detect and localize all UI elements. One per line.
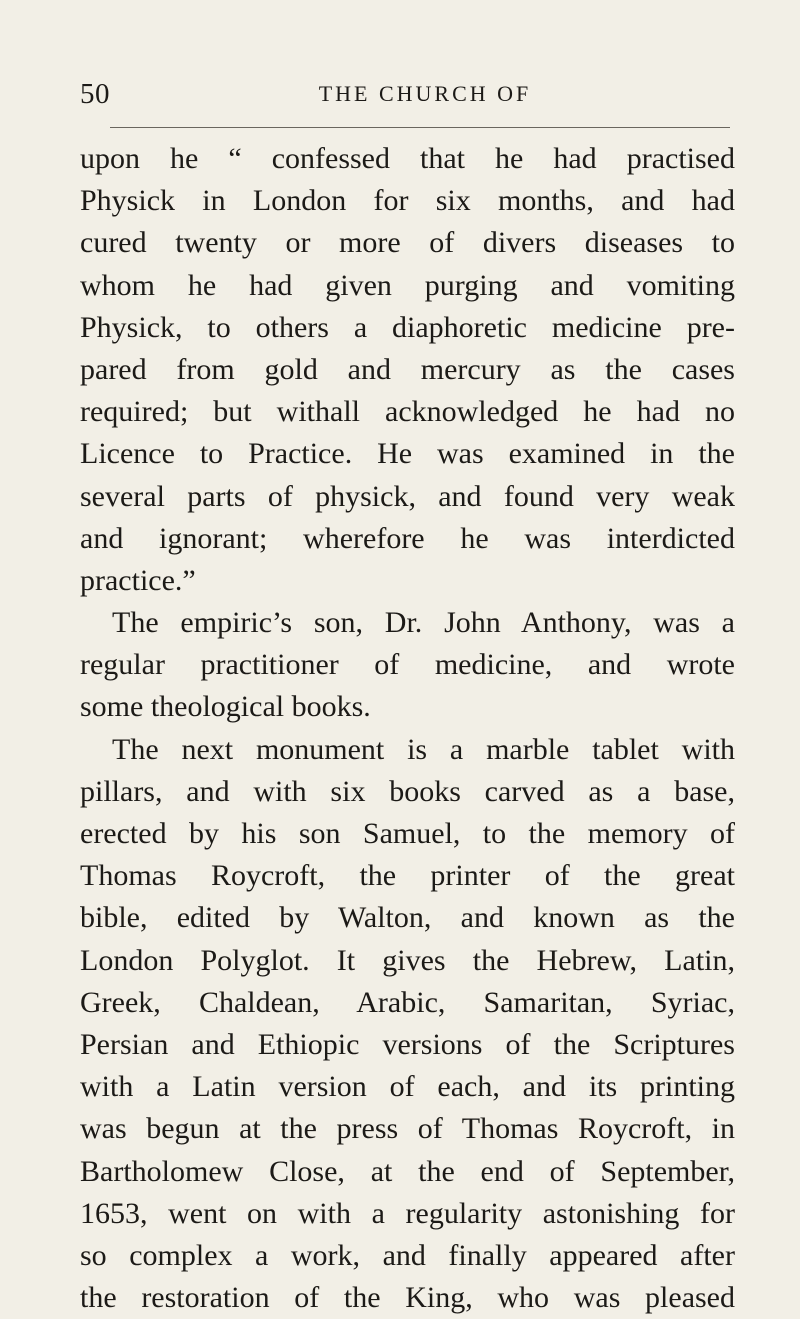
text-line: Thomas Roycroft, the printer of the great bbox=[80, 859, 735, 893]
page-number: 50 bbox=[80, 78, 110, 110]
text-line: with a Latin version of each, and its printing bbox=[80, 1070, 735, 1104]
text-line: erected by his son Samuel, to the memory of bbox=[80, 817, 735, 850]
text-line: practice.” bbox=[80, 563, 196, 597]
text-line: London Polyglot. It gives the Hebrew, Latin, bbox=[80, 943, 735, 977]
body-text bbox=[80, 138, 735, 1319]
text-line: 1653, went on with a regularity astonishing for bbox=[80, 1196, 735, 1230]
page-header bbox=[80, 78, 730, 112]
text-line: bible, edited by Walton, and known as the bbox=[80, 901, 735, 935]
text-line: the restoration of the King, who was pleased bbox=[80, 1281, 735, 1315]
text-line: Persian and Ethiopic versions of the Scriptures bbox=[80, 1027, 735, 1061]
paragraph-start-line: The empiric’s son, Dr. John Anthony, was a bbox=[112, 606, 735, 640]
text-line: cured twenty or more of divers diseases to bbox=[80, 226, 735, 260]
text-line: several parts of physick, and found very weak bbox=[80, 479, 735, 513]
text-line: whom he had given purging and vomiting bbox=[80, 268, 735, 302]
text-line: Physick in London for six months, and had bbox=[80, 184, 735, 218]
text-line: required; but withall acknowledged he had no bbox=[80, 395, 735, 429]
text-line: was begun at the press of Thomas Roycroft, in bbox=[80, 1112, 735, 1146]
text-line: and ignorant; wherefore he was interdicted bbox=[80, 521, 735, 555]
running-head: THE CHURCH OF bbox=[318, 81, 532, 106]
text-line: upon he “ confessed that he had practised bbox=[80, 142, 735, 175]
text-line: Bartholomew Close, at the end of September, bbox=[80, 1154, 735, 1188]
text-line: pared from gold and mercury as the cases bbox=[80, 352, 735, 386]
header-rule bbox=[110, 127, 730, 128]
text-line: Licence to Practice. He was examined in the bbox=[80, 437, 735, 471]
text-line: regular practitioner of medicine, and wrote bbox=[80, 648, 735, 682]
text-line: pillars, and with six books carved as a base, bbox=[80, 774, 735, 808]
text-line: Greek, Chaldean, Arabic, Samaritan, Syriac, bbox=[80, 985, 735, 1019]
text-line: Physick, to others a diaphoretic medicine pre- bbox=[80, 310, 735, 344]
text-line: so complex a work, and finally appeared after bbox=[80, 1238, 735, 1272]
paragraph-start-line: The next monument is a marble tablet with bbox=[112, 732, 735, 766]
text-line: some theological books. bbox=[80, 690, 371, 724]
